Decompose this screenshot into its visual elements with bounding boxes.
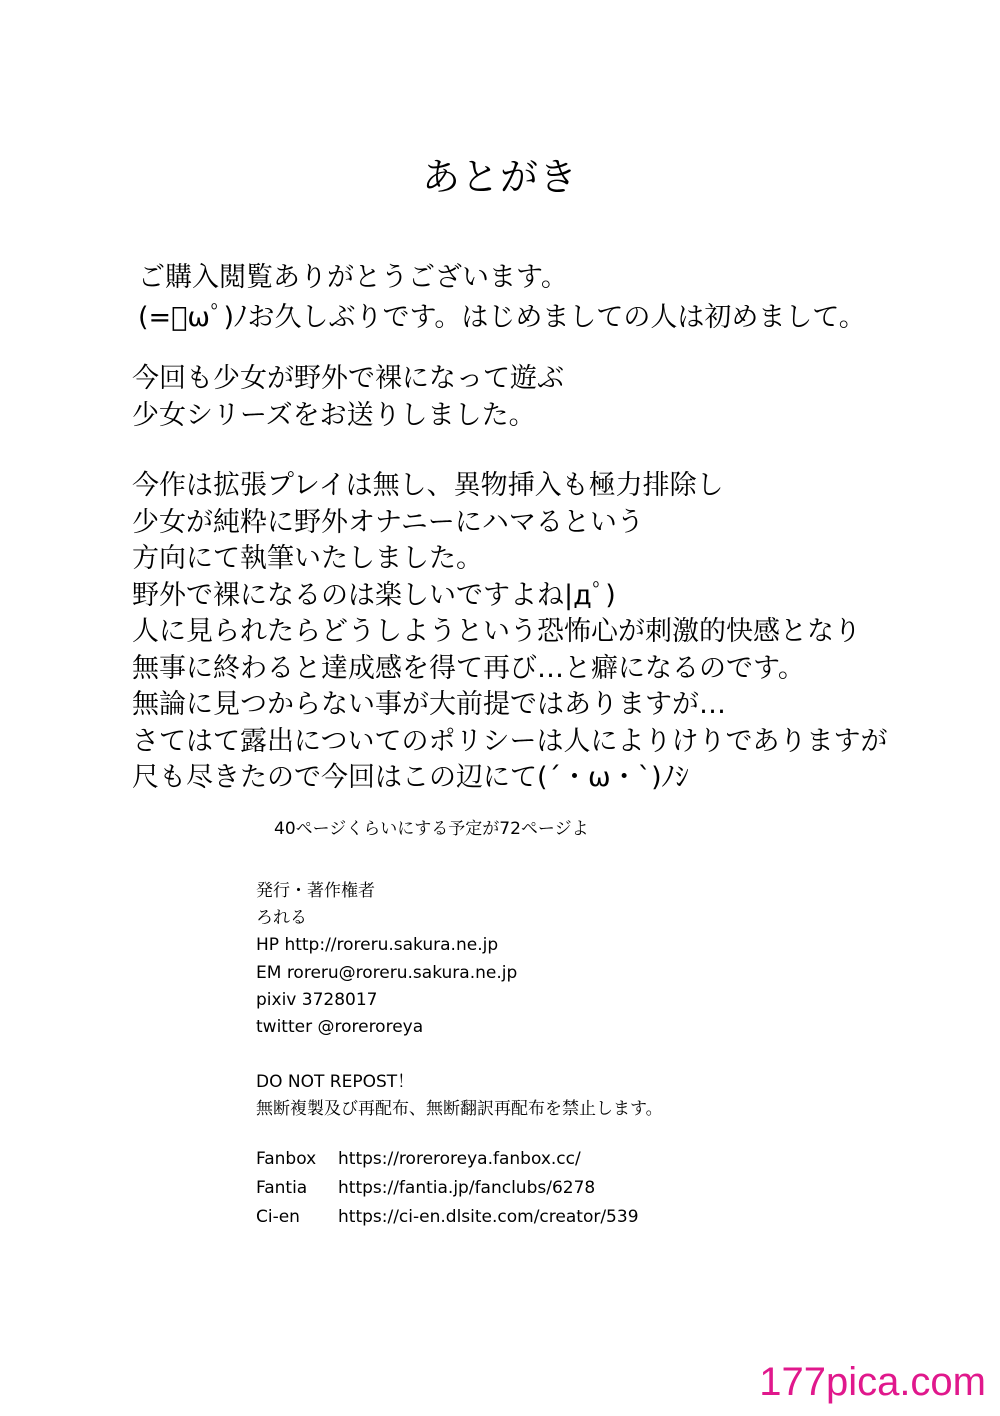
redistribution-notice: 無断複製及び再配布、無断翻訳再配布を禁止します。 xyxy=(256,1099,663,1119)
intro-paragraph xyxy=(132,360,564,434)
link-label: Fantia xyxy=(256,1178,308,1198)
page-title: あとがき xyxy=(421,155,578,199)
body-line: 少女が純粋に野外オナニーにハマるという xyxy=(132,506,644,538)
link-url: https://ci-en.dlsite.com/creator/539 xyxy=(338,1207,639,1227)
body-line: 人に見られたらどうしようという恐怖心が刺激的快感となり xyxy=(132,616,861,647)
body-line: 無論に見つからない事が大前提ではありますが… xyxy=(132,689,726,720)
link-label: Fanbox xyxy=(256,1149,317,1169)
greeting-line: (=ﾟωﾟ)ﾉお久しぶりです。はじめましての人は初めまして。 xyxy=(138,302,866,333)
body-line: 無事に終わると達成感を得て再び…と癖になるのです。 xyxy=(132,652,805,684)
repost-notice xyxy=(256,1069,663,1123)
intro-line: 今回も少女が野外で裸になって遊ぶ xyxy=(132,363,564,394)
repost-warning: DO NOT REPOST！ xyxy=(256,1072,415,1092)
link-url: https://roreroreya.fanbox.cc/ xyxy=(338,1149,581,1169)
body-paragraph xyxy=(132,468,887,797)
fantia-link-row xyxy=(256,1174,639,1203)
body-line: 野外で裸になるのは楽しいですよね|дﾟ) xyxy=(132,579,616,611)
greeting-block xyxy=(138,258,866,338)
pixiv-line: pixiv 3728017 xyxy=(256,989,378,1010)
publisher-heading: 発行・著作権者 xyxy=(256,881,375,901)
email-line: EM roreru@roreru.sakura.ne.jp xyxy=(256,962,518,983)
body-line: 尺も尽きたので今回はこの辺にて(´・ω・`)ﾉｼ xyxy=(132,762,689,793)
link-url: https://fantia.jp/fanclubs/6278 xyxy=(338,1178,596,1198)
link-label: Ci-en xyxy=(256,1207,300,1227)
greeting-line: ご購入閲覧ありがとうございます。 xyxy=(138,262,568,293)
homepage-line: HP http://roreru.sakura.ne.jp xyxy=(256,935,499,956)
fanbox-link-row xyxy=(256,1145,639,1174)
body-line: さてはて露出についてのポリシーは人によりけりでありますが xyxy=(132,725,888,757)
support-links xyxy=(256,1145,639,1232)
twitter-line: twitter @roreroreya xyxy=(256,1017,424,1038)
body-line: 方向にて執筆いたしました。 xyxy=(132,543,483,574)
body-line: 今作は拡張プレイは無し、異物挿入も極力排除し xyxy=(132,470,724,501)
publisher-info xyxy=(256,878,517,1041)
intro-line: 少女シリーズをお送りしました。 xyxy=(132,400,536,431)
cien-link-row xyxy=(256,1203,639,1232)
author-name: ろれる xyxy=(256,908,307,929)
page-count-note: 40ページくらいにする予定が72ページよ xyxy=(274,819,589,839)
site-watermark: 177pica.com xyxy=(759,1360,986,1404)
